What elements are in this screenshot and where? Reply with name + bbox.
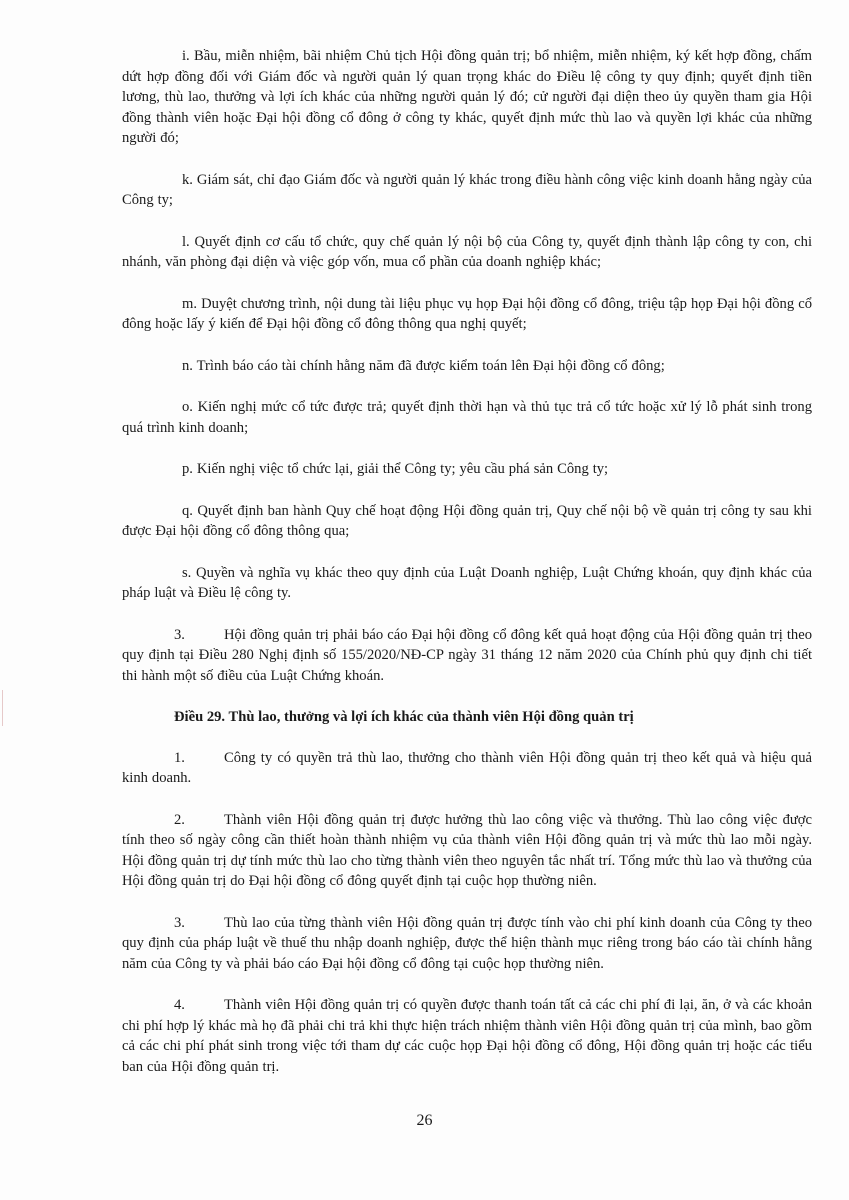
paragraph-p: p. Kiến nghị việc tổ chức lại, giải thể Công ty; yêu cầu phá sản Công ty; — [182, 461, 609, 477]
article-29-item-2 — [122, 810, 812, 892]
item-3 — [122, 625, 812, 687]
article-29-item-1 — [122, 748, 812, 789]
item-text: Thành viên Hội đồng quản trị có quyền được thanh toán tất cả các chi phí đi lại, ăn, ở và các khoản chi phí hợp lý khác mà họ đã phải chi trả khi thực hiện trách nhiệm thành viên Hội đồng quản trị của mình, bao gồm cả các chi phí phát sinh trong việc tới tham dự các cuộc họp Đại hội đồng cổ đông, Hội đồng quản trị hoặc các tiểu ban của Hội đồng quản trị. — [122, 997, 812, 1075]
item-text: Thù lao của từng thành viên Hội đồng quản trị được tính vào chi phí kinh doanh của Công ty theo quy định của pháp luật về thuế thu nhập doanh nghiệp, được thể hiện thành mục riêng trong báo cáo tài chính hằng năm của Công ty và phải báo cáo Đại hội đồng cổ đông tại cuộc họp thường niên. — [122, 914, 812, 972]
paragraph-o: o. Kiến nghị mức cổ tức được trả; quyết định thời hạn và thủ tục trả cổ tức hoặc xử lý lỗ phát sinh trong quá trình kinh doanh; — [122, 399, 812, 436]
item-text: Công ty có quyền trả thù lao, thưởng cho thành viên Hội đồng quản trị theo kết quả và hiệu quả kinh doanh. — [122, 749, 812, 786]
paragraph-m: m. Duyệt chương trình, nội dung tài liệu phục vụ họp Đại hội đồng cổ đông, triệu tập họp Đại hội đồng cổ đông hoặc lấy ý kiến để Đại hội đồng cổ đông thông qua nghị quyết; — [122, 295, 812, 332]
paragraph-k: k. Giám sát, chỉ đạo Giám đốc và người quản lý khác trong điều hành công việc kinh doanh hằng ngày của Công ty; — [122, 171, 812, 208]
item-number: 3. — [174, 626, 185, 643]
paragraph-s: s. Quyền và nghĩa vụ khác theo quy định của Luật Doanh nghiệp, Luật Chứng khoán, quy định khác của pháp luật và Điều lệ công ty. — [122, 564, 812, 601]
article-29-item-4 — [122, 995, 812, 1077]
item-number: 3. — [174, 914, 185, 931]
item-text: Thành viên Hội đồng quản trị được hưởng thù lao công việc và thưởng. Thù lao công việc được tính theo số ngày công cần thiết hoàn thành nhiệm vụ của thành viên Hội đồng quản trị và mức thù lao mỗi ngày. Hội đồng quản trị dự tính mức thù lao cho từng thành viên theo nguyên tắc nhất trí. Tổng mức thù lao và thưởng của Hội đồng quản trị do Đại hội đồng cổ đông quyết định tại cuộc họp thường niên. — [122, 811, 812, 889]
article-29-item-3 — [122, 913, 812, 975]
item-number: 4. — [174, 997, 185, 1013]
item-number: 1. — [174, 749, 185, 766]
paragraph-n: n. Trình báo cáo tài chính hằng năm đã được kiểm toán lên Đại hội đồng cổ đông; — [182, 357, 665, 374]
scan-margin-mark — [2, 690, 3, 726]
item-text: Hội đồng quản trị phải báo cáo Đại hội đồng cổ đông kết quả hoạt động của Hội đồng quản trị theo quy định tại Điều 280 Nghị định số 155/2020/NĐ-CP ngày 31 tháng 12 năm 2020 của Chính phủ quy định chi tiết thi hành một số điều của Luật Chứng khoán. — [122, 626, 812, 684]
paragraph-q: q. Quyết định ban hành Quy chế hoạt động Hội đồng quản trị, Quy chế nội bộ về quản trị công ty sau khi được Đại hội đồng cổ đông thông qua; — [122, 502, 812, 539]
document-body — [122, 46, 812, 1098]
page-number: 26 — [416, 1112, 433, 1129]
item-number: 2. — [174, 811, 185, 828]
article-29-heading: Điều 29. Thù lao, thưởng và lợi ích khác của thành viên Hội đồng quản trị — [174, 709, 634, 725]
paragraph-l: l. Quyết định cơ cấu tổ chức, quy chế quản lý nội bộ của Công ty, quyết định thành lập công ty con, chi nhánh, văn phòng đại diện và việc góp vốn, mua cổ phần của doanh nghiệp khác; — [122, 233, 812, 270]
paragraph-i: i. Bầu, miễn nhiệm, bãi nhiệm Chủ tịch Hội đồng quản trị; bổ nhiệm, miễn nhiệm, ký kết hợp đồng, chấm dứt hợp đồng đối với Giám đốc và người quản lý quan trọng khác do Điều lệ công ty quy định; quyết định tiền lương, thù lao, thưởng và lợi ích khác của những người quản lý đó; cử người đại diện theo ủy quyền tham gia Hội đồng thành viên hoặc Đại hội đồng cổ đông ở công ty khác, quyết định mức thù lao và quyền lợi khác của những người đó; — [122, 48, 812, 146]
